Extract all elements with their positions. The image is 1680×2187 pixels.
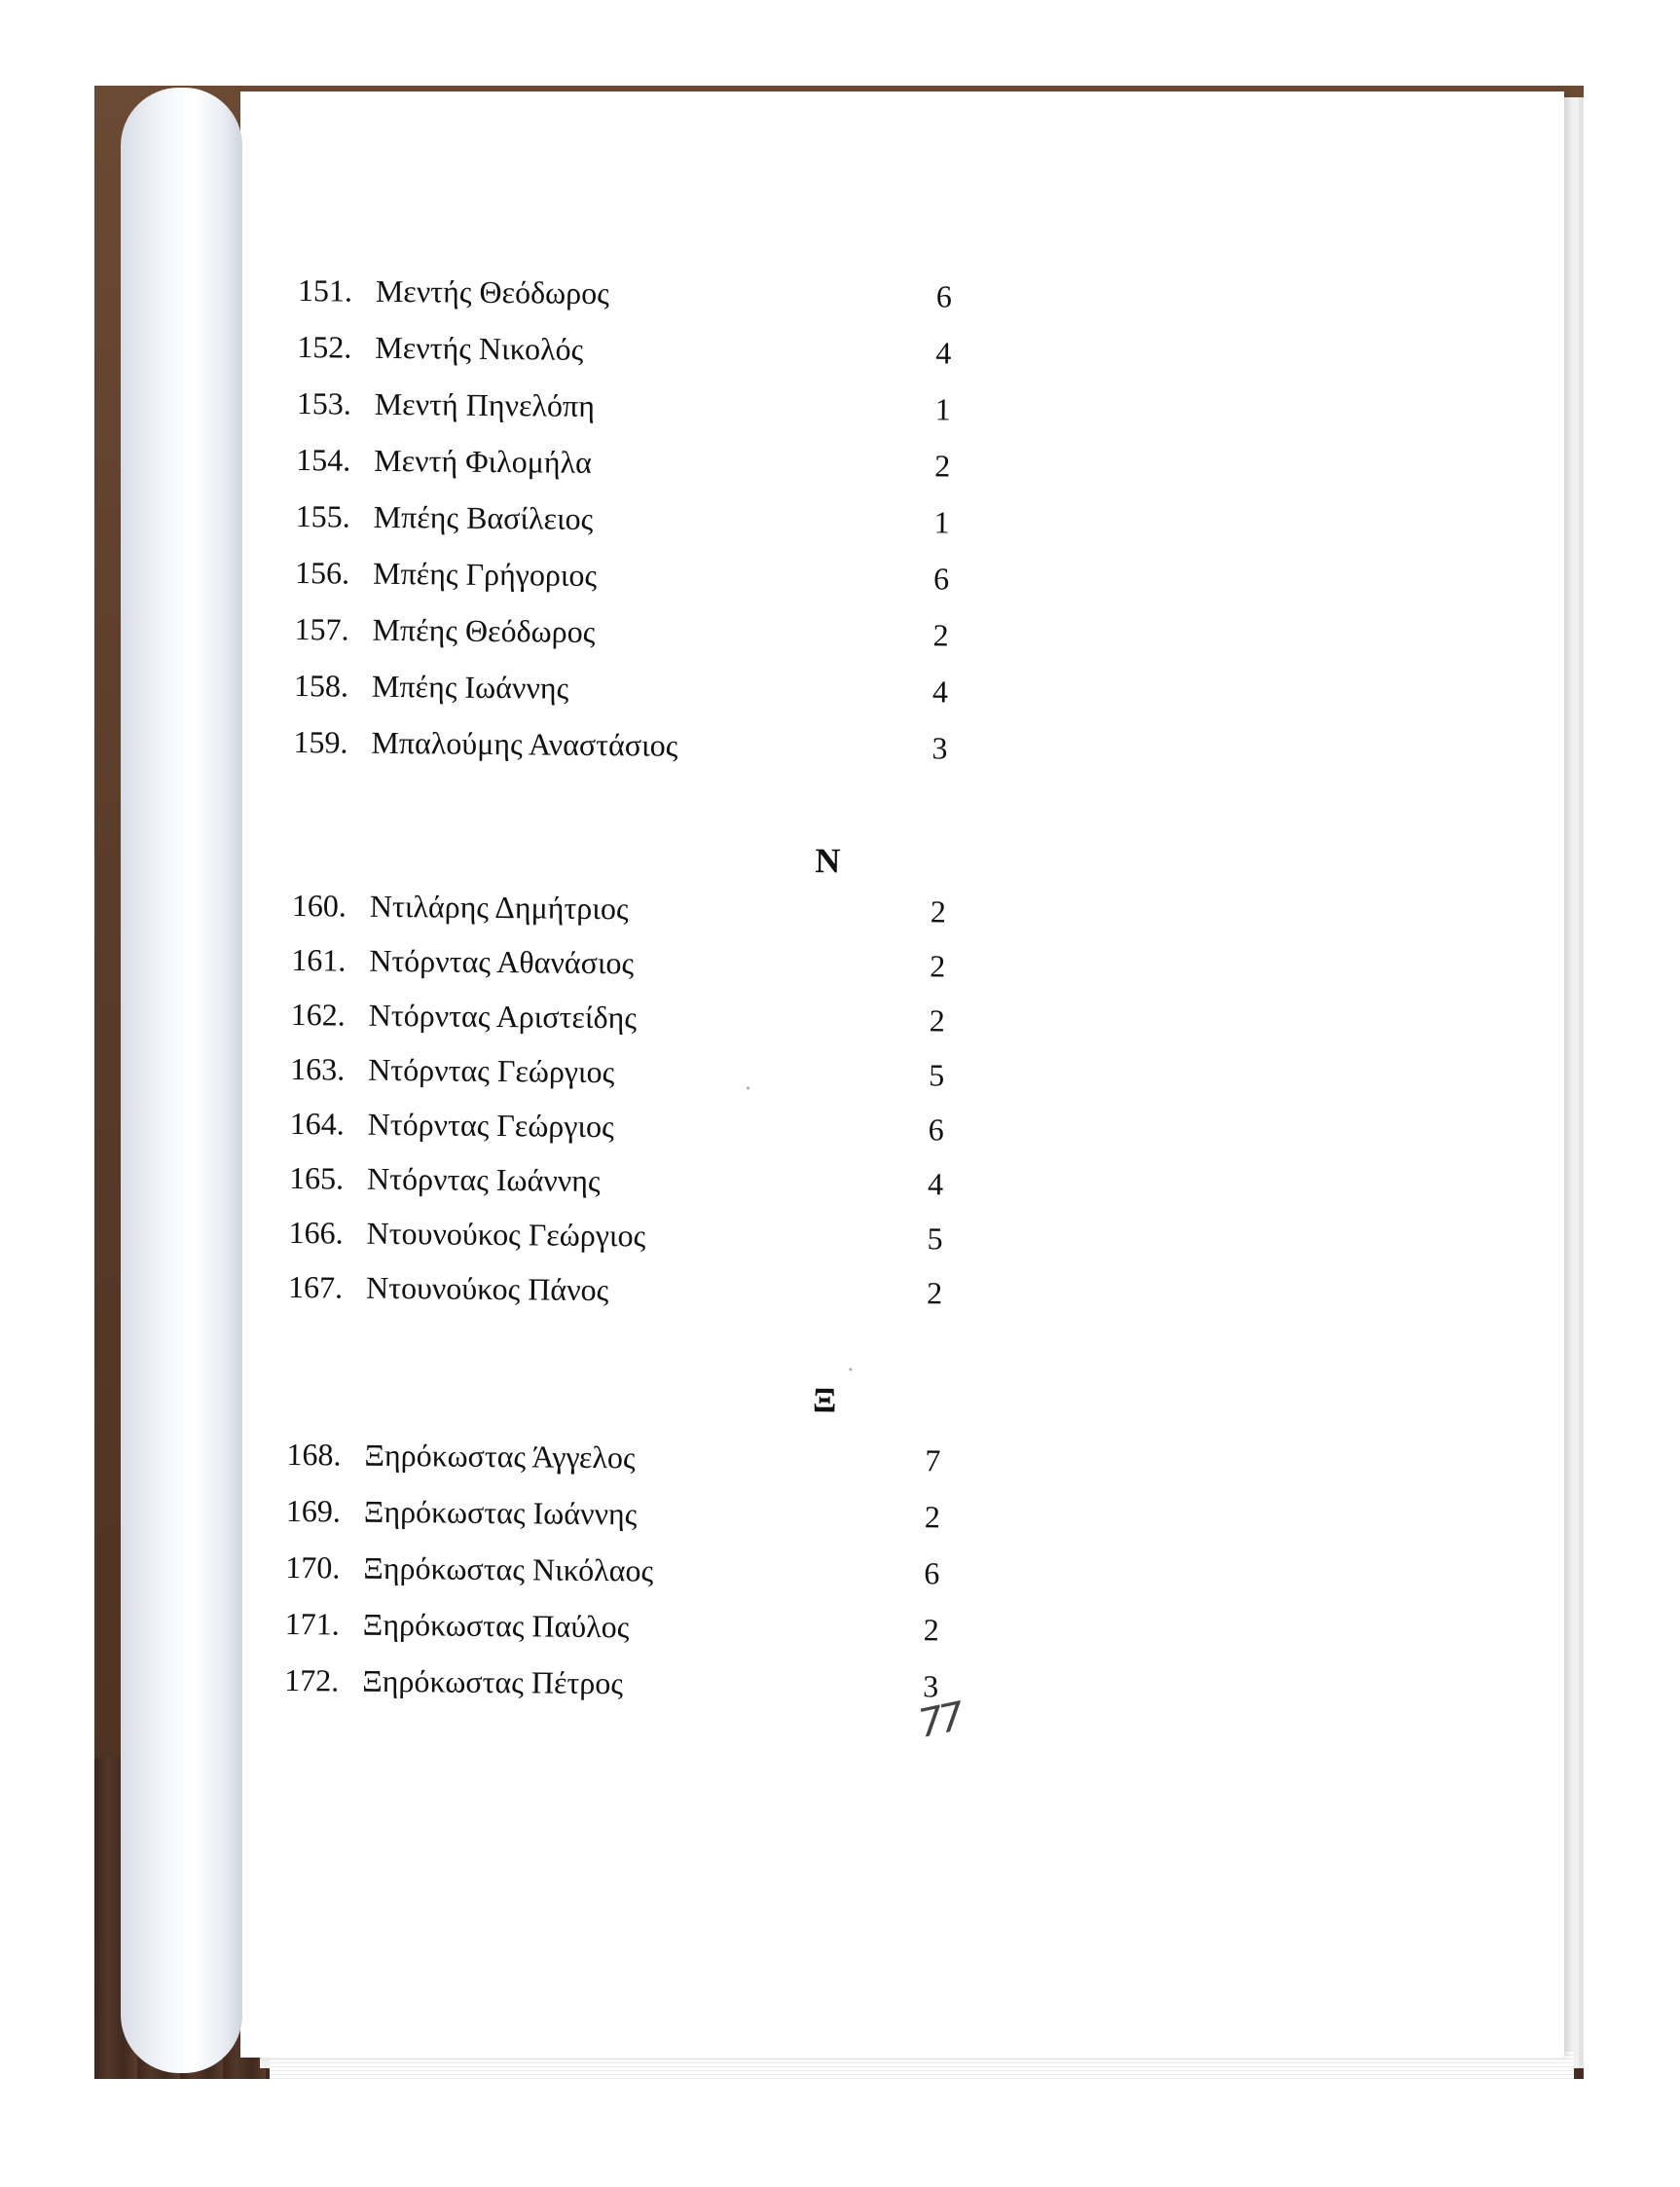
handwritten-page-number: 77 (914, 1695, 966, 1747)
entry-name: Μπαλούμης Αναστάσιος (371, 724, 678, 763)
entry-count: 2 (934, 448, 951, 484)
list-item (294, 611, 975, 657)
speck (747, 1087, 749, 1090)
entry-number: 158. (293, 668, 349, 704)
entry-count: 1 (934, 391, 951, 427)
entry-name: Ξηρόκωστας Άγγελος (364, 1437, 636, 1476)
entry-count: 2 (926, 1275, 943, 1311)
entry-count: 2 (929, 1002, 945, 1039)
entry-name: Μεντής Νικολός (375, 329, 584, 367)
list-item (291, 997, 972, 1042)
entry-count: 6 (928, 1112, 944, 1148)
list-item (288, 1215, 969, 1260)
entry-count: 3 (931, 730, 948, 766)
entry-name: Μεντή Φιλομήλα (374, 442, 593, 480)
entry-count: 6 (935, 278, 953, 314)
entry-name: Μπέης Βασίλειος (373, 498, 594, 536)
entry-name: Ντόρντας Ιωάννης (366, 1160, 601, 1199)
entry-count: 2 (924, 1499, 941, 1535)
entry-number: 159. (293, 724, 348, 760)
section-letter-heading: Ν (815, 841, 841, 881)
list-item (292, 888, 973, 933)
entry-number: 162. (290, 997, 346, 1033)
speck (849, 1368, 852, 1371)
list-item (293, 724, 974, 770)
entry-number: 157. (294, 611, 349, 647)
entry-number: 163. (290, 1051, 346, 1087)
entry-number: 171. (284, 1605, 340, 1642)
entry-number: 168. (286, 1437, 342, 1473)
entry-name: Μπέης Γρήγοριος (372, 555, 598, 594)
list-item (284, 1662, 966, 1708)
entry-name: Ντόρντας Γεώργιος (367, 1106, 614, 1145)
entry-count: 6 (932, 561, 950, 597)
entry-name: Ντόρντας Αθανάσιος (369, 942, 635, 981)
entry-number: 164. (289, 1106, 345, 1142)
entry-name: Μεντή Πηνελόπη (374, 385, 596, 423)
list-item (295, 555, 976, 601)
entry-name: Ξηρόκωστας Νικόλαος (363, 1549, 654, 1588)
list-item (290, 1051, 971, 1097)
list-item (286, 1493, 968, 1539)
entry-name: Ντόρντας Γεώργιος (368, 1051, 615, 1090)
list-item (297, 385, 978, 431)
entry-name: Μπέης Ιωάννης (371, 668, 569, 706)
entry-name: Ξηρόκωστας Πέτρος (362, 1662, 624, 1701)
entry-number: 160. (291, 888, 347, 924)
entry-count: 4 (935, 335, 952, 371)
entry-number: 172. (284, 1661, 340, 1698)
entry-name: Ξηρόκωστας Ιωάννης (363, 1493, 638, 1532)
entry-number: 165. (288, 1160, 345, 1196)
entry-name: Μεντής Θεόδωρος (375, 273, 610, 311)
list-item (295, 498, 976, 544)
entry-number: 151. (297, 273, 353, 309)
entry-count: 4 (927, 1166, 944, 1202)
entry-number: 154. (296, 442, 351, 478)
entry-name: Ντόρντας Αριστείδης (368, 997, 638, 1036)
list-item (294, 668, 975, 713)
list-item (289, 1106, 970, 1151)
entry-number: 152. (297, 329, 352, 365)
entry-count: 2 (930, 948, 946, 984)
entry-count: 2 (923, 1612, 939, 1648)
list-item (286, 1437, 968, 1482)
list-item (285, 1606, 967, 1652)
entry-number: 156. (294, 555, 350, 591)
list-item (288, 1269, 969, 1315)
entry-count: 6 (924, 1555, 940, 1591)
entry-number: 153. (296, 385, 351, 421)
entry-count: 4 (931, 674, 949, 710)
list-item (296, 442, 977, 488)
entry-number: 166. (288, 1215, 344, 1251)
entry-name: Ντιλάρης Δημήτριος (369, 888, 629, 927)
list-item (285, 1549, 967, 1595)
entry-number: 169. (285, 1493, 342, 1529)
entry-count: 7 (925, 1442, 941, 1478)
entry-count: 2 (932, 617, 949, 653)
entry-number: 161. (291, 942, 347, 978)
entry-number: 155. (295, 498, 350, 534)
entry-number: 167. (287, 1269, 344, 1305)
section-letter-heading: Ξ (812, 1380, 837, 1420)
list-item (289, 1160, 970, 1206)
entry-count: 3 (923, 1668, 939, 1704)
list-item (291, 942, 972, 988)
entry-name: Ξηρόκωστας Παύλος (362, 1606, 630, 1645)
list-item (298, 273, 979, 318)
entry-count: 1 (933, 504, 950, 540)
list-item (297, 329, 978, 375)
entry-name: Ντουνούκος Γεώργιος (366, 1215, 646, 1254)
entry-count: 5 (929, 1057, 945, 1093)
entry-count: 5 (927, 1221, 943, 1257)
entry-count: 2 (930, 893, 946, 929)
entry-name: Μπέης Θεόδωρος (372, 611, 596, 650)
entry-number: 170. (285, 1549, 341, 1586)
entry-name: Ντουνούκος Πάνος (365, 1269, 609, 1308)
